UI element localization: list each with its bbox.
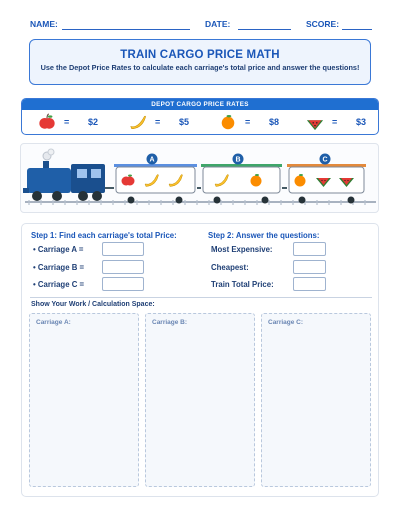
step1-row-a: • Carriage A = bbox=[33, 245, 84, 254]
work-column-c-label: Carriage C: bbox=[268, 319, 304, 326]
apple-icon bbox=[38, 113, 56, 131]
step2-row-most-expensive: Most Expensive: bbox=[211, 245, 273, 254]
most-expensive-answer-box[interactable] bbox=[293, 242, 326, 256]
locomotive bbox=[23, 149, 105, 201]
name-label: NAME: bbox=[30, 19, 58, 29]
price-rates-panel bbox=[21, 98, 379, 135]
work-space-label: Show Your Work / Calculation Space: bbox=[31, 301, 155, 308]
carriage-a bbox=[114, 154, 197, 204]
header-row bbox=[30, 16, 375, 34]
work-area bbox=[21, 223, 379, 497]
step2-row-cheapest: Cheapest: bbox=[211, 263, 249, 272]
carriage-a-label: A bbox=[149, 156, 155, 164]
carriage-c bbox=[287, 154, 366, 204]
rate-apple bbox=[38, 113, 118, 131]
carriage-b-answer-box[interactable] bbox=[102, 260, 144, 274]
work-column-a[interactable] bbox=[29, 313, 139, 487]
date-field[interactable] bbox=[238, 29, 291, 30]
rate-price-orange: $8 bbox=[269, 117, 280, 127]
page-subtitle: Use the Depot Price Rates to calculate each carriage's total price and answer the questions! bbox=[40, 63, 360, 72]
name-field[interactable] bbox=[62, 29, 190, 30]
step2-row-total: Train Total Price: bbox=[211, 280, 274, 289]
page-title: TRAIN CARGO PRICE MATH bbox=[120, 49, 280, 61]
rate-equals: = bbox=[245, 117, 251, 127]
carriage-c-answer-box[interactable] bbox=[102, 277, 144, 291]
step1-title: Step 1: Find each carriage's total Price: bbox=[31, 231, 177, 240]
title-box bbox=[29, 39, 371, 85]
rate-banana bbox=[129, 113, 209, 131]
step2-title: Step 2: Answer the questions: bbox=[208, 231, 320, 240]
banana-icon bbox=[129, 113, 147, 131]
cheapest-answer-box[interactable] bbox=[293, 260, 326, 274]
rate-price-watermelon: $3 bbox=[356, 117, 367, 127]
score-field[interactable] bbox=[342, 29, 372, 30]
rate-equals: = bbox=[64, 117, 70, 127]
rate-price-apple: $2 bbox=[88, 117, 99, 127]
section-divider bbox=[30, 297, 372, 298]
work-column-c[interactable] bbox=[261, 313, 371, 487]
rate-watermelon bbox=[306, 113, 379, 131]
train-total-answer-box[interactable] bbox=[293, 277, 326, 291]
work-column-b-label: Carriage B: bbox=[152, 319, 188, 326]
carriage-c-label: C bbox=[322, 156, 328, 164]
rate-price-banana: $5 bbox=[179, 117, 190, 127]
work-column-a-label: Carriage A: bbox=[36, 319, 71, 326]
carriage-b-label: B bbox=[235, 156, 241, 164]
step1-row-c: • Carriage C = bbox=[33, 280, 85, 289]
train-illustration bbox=[20, 143, 379, 213]
carriage-a-answer-box[interactable] bbox=[102, 242, 144, 256]
work-column-b[interactable] bbox=[145, 313, 255, 487]
rate-equals: = bbox=[332, 117, 338, 127]
date-label: DATE: bbox=[205, 19, 231, 29]
train-svg bbox=[21, 144, 380, 214]
rate-orange bbox=[219, 113, 299, 131]
price-rates-row bbox=[22, 110, 378, 134]
price-rates-heading: DEPOT CARGO PRICE RATES bbox=[22, 99, 378, 110]
watermelon-icon bbox=[306, 113, 324, 131]
carriage-b bbox=[201, 154, 282, 204]
score-label: SCORE: bbox=[306, 19, 340, 29]
orange-icon bbox=[219, 113, 237, 131]
step1-row-b: • Carriage B = bbox=[33, 263, 85, 272]
rate-equals: = bbox=[155, 117, 161, 127]
